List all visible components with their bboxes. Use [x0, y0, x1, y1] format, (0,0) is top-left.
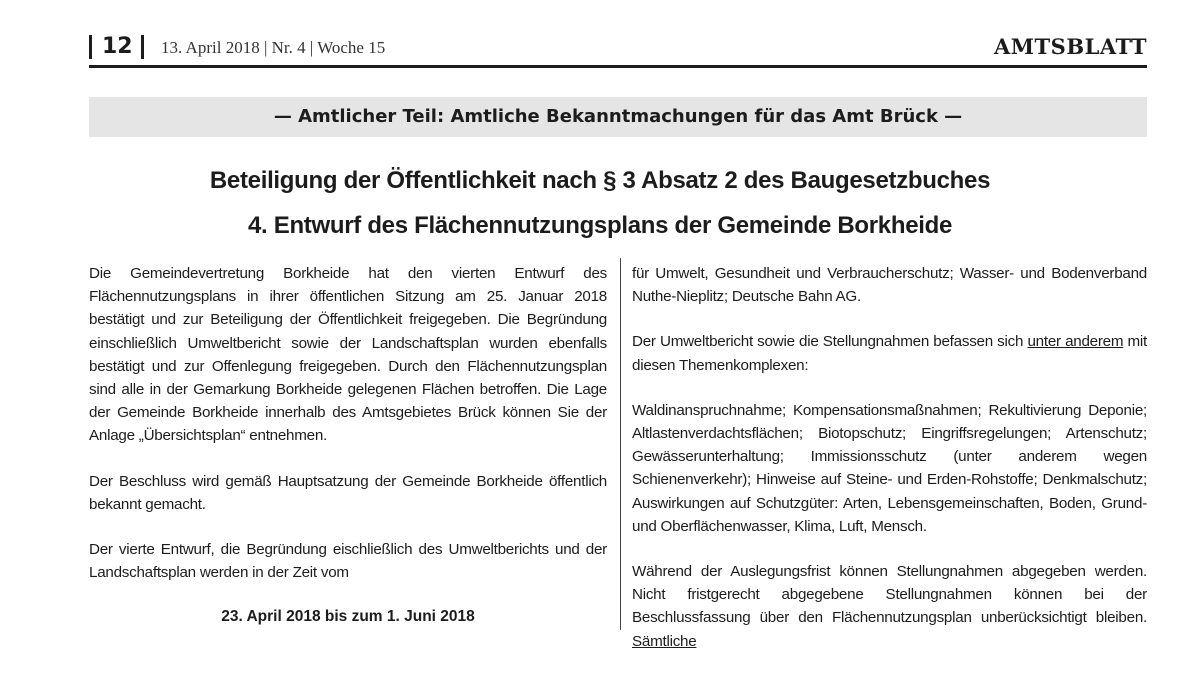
paragraph	[632, 330, 1147, 376]
issue-info: 13. April 2018 | Nr. 4 | Woche 15	[161, 38, 386, 57]
text-run: Während der Auslegungsfrist können Stellungnahmen abgegeben werden. Nicht fristgerecht abgegebene Stellungnahmen können bei der Beschlussfassung über den Flächennutzungsplan unberücksichtigt bleiben.	[632, 563, 1147, 627]
column-divider	[620, 258, 621, 630]
page-number: 12	[102, 34, 133, 59]
display-period: 23. April 2018 bis zum 1. Juni 2018	[221, 608, 475, 625]
header-divider-left	[89, 35, 92, 59]
section-banner: — Amtlicher Teil: Amtliche Bekanntmachungen für das Amt Brück —	[89, 97, 1147, 137]
right-column	[632, 262, 1147, 675]
paragraph: für Umwelt, Gesundheit und Verbraucherschutz; Wasser- und Bodenverband Nuthe-Nieplitz; Deutsche Bahn AG.	[632, 265, 1147, 306]
paragraph: Die Gemeindevertretung Borkheide hat den vierten Entwurf des Flächennutzungsplans in ihrer öffentlichen Sitzung am 25. Januar 2018 bestätigt und zur Beteiligung der Öffentlichkeit freigegeben. Die Begründung einschließlich Umweltbericht sowie der Landschaftsplan wurden ebenfalls bestätigt und zur Offenlegung freigegeben. Durch den Flächennutzungsplan sind alle in der Gemarkung Borkheide gelegenen Flächen betroffen. Die Lage der Gemeinde Borkheide innerhalb des Amtsgebietes Brück können Sie der Anlage „Übersichtsplan“ entnehmen.	[89, 265, 607, 445]
article-title: Beteiligung der Öffentlichkeit nach § 3 Absatz 2 des Baugesetzbuches	[209, 167, 991, 194]
masthead-title: AMTSBLATT	[994, 34, 1147, 59]
paragraph: Der vierte Entwurf, die Begründung eischließlich des Umweltberichts und der Landschaftsplan werden in der Zeit vom	[89, 541, 607, 582]
left-column	[89, 262, 607, 606]
text-run: mit diesen Themenkomplexen:	[632, 333, 1148, 374]
text-run: Der Umweltbericht sowie die Stellungnahmen befassen sich	[632, 333, 1028, 351]
paragraph: Waldinanspruchnahme; Kompensationsmaßnahmen; Rekultivierung Deponie; Altlastenverdachtsflächen; Biotopschutz; Eingriffsregelungen; Artenschutz; Gewässerunterhaltung; Immissionsschutz (unter anderem wegen Schienenverkehr); Hinweise auf Steine- und Erden-Rohstoffe; Denkmalschutz; Auswirkungen auf Schutzgüter: Arten, Lebensgemeinschaften, Boden, Grund- und Oberflächenwasser, Klima, Luft, Mensch.	[632, 401, 1147, 535]
article-subtitle: 4. Entwurf des Flächennutzungsplans der Gemeinde Borkheide	[247, 212, 953, 239]
paragraph	[632, 560, 1147, 653]
paragraph: Der Beschluss wird gemäß Hauptsatzung der Gemeinde Borkheide öffentlich bekannt gemacht.	[89, 472, 607, 513]
header-divider-right	[141, 35, 144, 59]
page-header	[89, 33, 1147, 68]
underlined-text: Sämtliche	[632, 632, 697, 650]
underlined-text: unter anderem	[1027, 333, 1124, 351]
